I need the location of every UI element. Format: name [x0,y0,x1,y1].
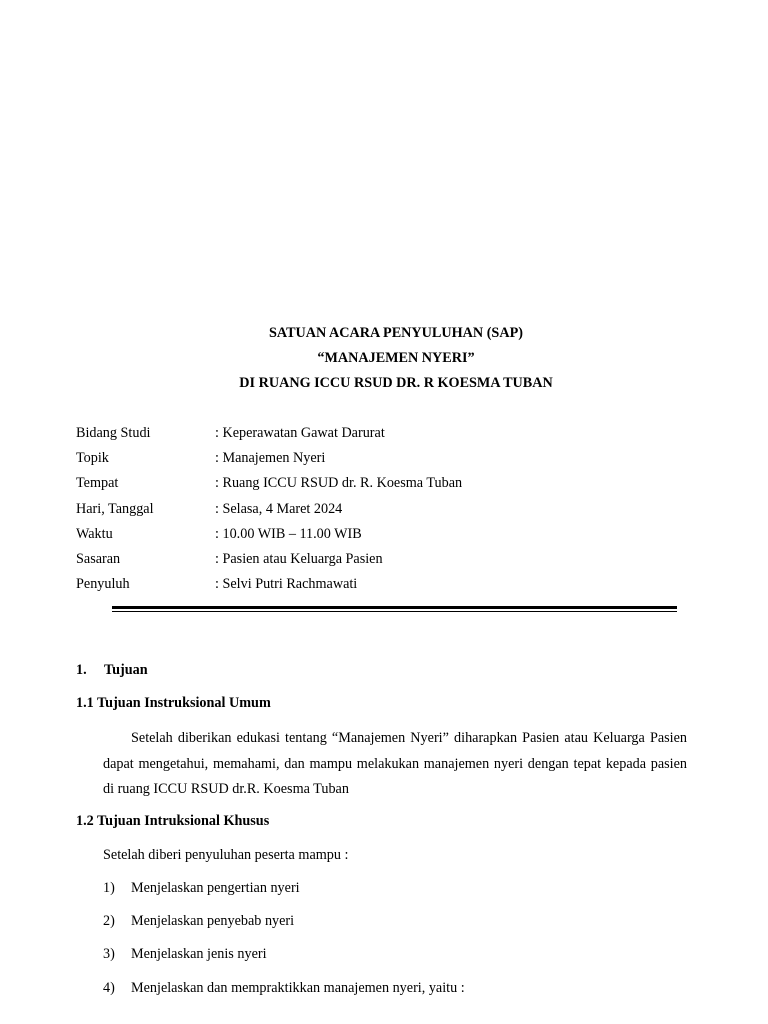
info-value: : Pasien atau Keluarga Pasien [215,550,383,567]
list-intro: Setelah diberi penyuluhan peserta mampu : [103,847,349,863]
subsection-heading-khusus: 1.2 Tujuan Intruksional Khusus [76,813,270,829]
info-value: : Keperawatan Gawat Darurat [215,425,385,441]
info-value: : Ruang ICCU RSUD dr. R. Koesma Tuban [215,475,463,492]
info-label: Topik [76,450,109,467]
list-item-number: 1) [103,880,115,896]
double-divider [112,606,677,612]
list-item [103,880,300,897]
list-item-number: 3) [103,946,115,962]
list-item [103,980,465,997]
divider-thin-line [112,611,677,612]
info-value: : Selasa, 4 Maret 2024 [215,500,343,517]
info-label: Tempat [76,475,119,492]
info-label: Waktu [76,525,113,542]
info-value: : Selvi Putri Rachmawati [215,576,358,593]
list-item-number: 4) [103,980,115,996]
paragraph-tujuan-umum: Setelah diberikan edukasi tentang “Manajemen Nyeri” diharapkan Pasien atau Keluarga Pasien dapat mengetahui, memahami, dan mampu melakukan manajemen nyeri dengan tepat kepada pasien di ruang ICCU RSUD dr.R. Koesma Tuban [103,730,687,797]
divider-thick-line [112,606,677,609]
info-label: Penyuluh [76,576,130,593]
info-value: : Manajemen Nyeri [215,450,326,467]
list-item-number: 2) [103,913,115,929]
info-value: : 10.00 WIB – 11.00 WIB [215,525,362,542]
list-item-text: Menjelaskan penyebab nyeri [131,913,295,929]
info-label: Hari, Tanggal [76,500,154,517]
subsection-heading-umum: 1.1 Tujuan Instruksional Umum [76,695,271,711]
info-label: Bidang Studi [76,425,151,441]
list-item [103,913,294,930]
section-number: 1. [76,662,87,678]
info-label: Sasaran [76,550,121,567]
title-line-2: “MANAJEMEN NYERI” [317,350,475,366]
list-item [103,946,267,963]
list-item-text: Menjelaskan dan mempraktikkan manajemen nyeri, yaitu : [131,980,465,996]
title-line-1: SATUAN ACARA PENYULUHAN (SAP) [269,325,523,341]
document-title [0,321,768,396]
section-heading [76,662,148,679]
list-item-text: Menjelaskan pengertian nyeri [131,880,300,896]
section-title: Tujuan [104,662,148,678]
list-item-text: Menjelaskan jenis nyeri [131,946,267,962]
title-line-3: DI RUANG ICCU RSUD DR. R KOESMA TUBAN [239,375,553,391]
